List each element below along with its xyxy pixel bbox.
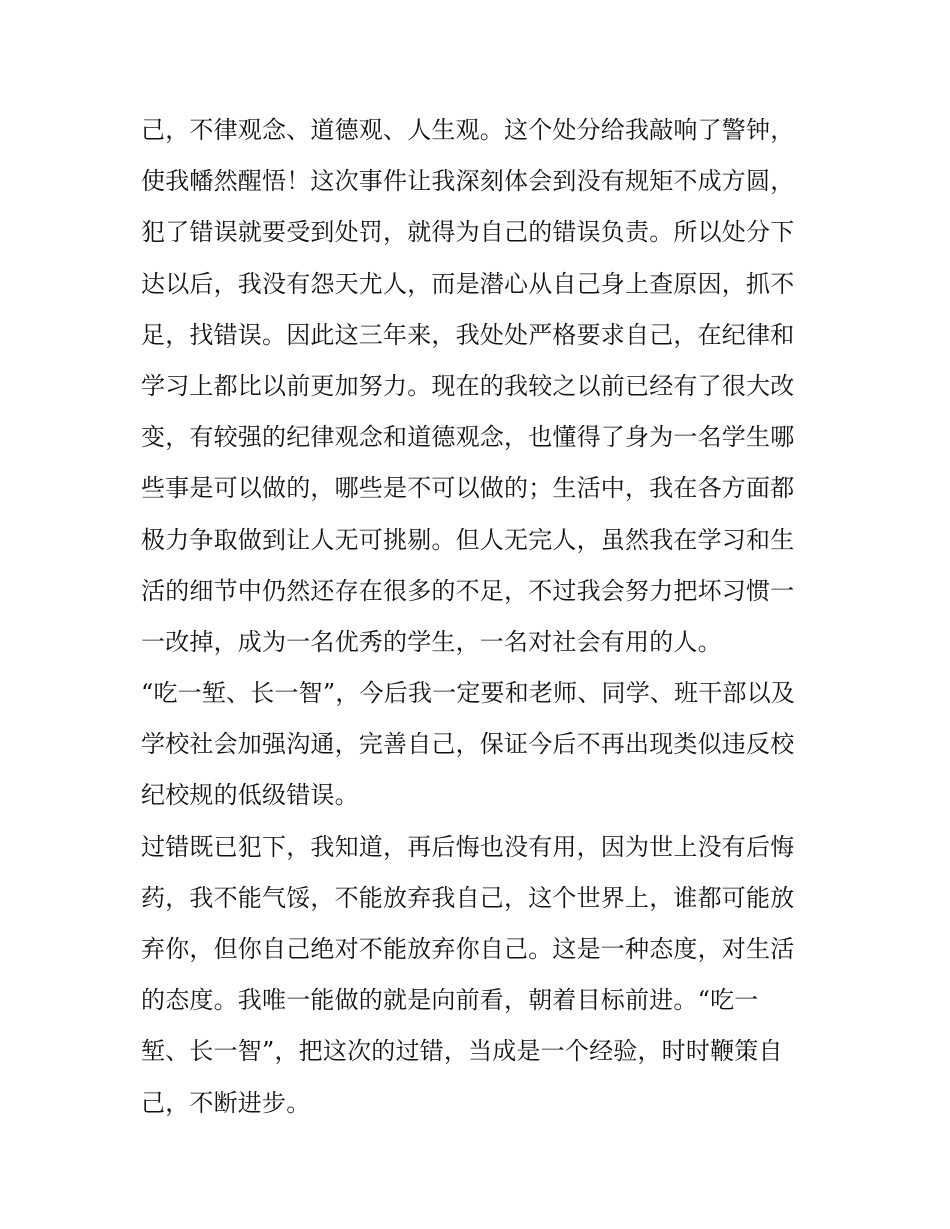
text-line: 变，有较强的纪律观念和道德观念，也懂得了身为一名学生哪 bbox=[141, 423, 795, 452]
text-line: 足，找错误。因此这三年来，我处处严格要求自己，在纪律和 bbox=[141, 320, 795, 349]
text-line: 纪校规的低级错误。 bbox=[141, 781, 359, 810]
text-line: 犯了错误就要受到处罚，就得为自己的错误负责。所以处分下 bbox=[141, 218, 795, 247]
text-line: 过错既已犯下，我知道，再后悔也没有用，因为世上没有后悔 bbox=[141, 832, 795, 861]
text-line: 一改掉，成为一名优秀的学生，一名对社会有用的人。 bbox=[141, 627, 722, 656]
text-line: 些事是可以做的，哪些是不可以做的；生活中，我在各方面都 bbox=[141, 474, 795, 503]
text-line: 的态度。我唯一能做的就是向前看，朝着目标前进。“吃一 bbox=[141, 986, 759, 1015]
body-text bbox=[141, 105, 821, 1129]
text-line: 堑、长一智”，把这次的过错，当成是一个经验，时时鞭策自 bbox=[141, 1037, 783, 1066]
text-line: 学校社会加强沟通，完善自己，保证今后不再出现类似违反校 bbox=[141, 730, 795, 759]
text-line: 达以后，我没有怨天尤人，而是潜心从自己身上查原因，抓不 bbox=[141, 269, 795, 298]
text-line: 活的细节中仍然还存在很多的不足，不过我会努力把坏习惯一 bbox=[141, 576, 795, 605]
text-line: 使我幡然醒悟！这次事件让我深刻体会到没有规矩不成方圆， bbox=[141, 167, 795, 196]
text-line: “吃一堑、长一智”，今后我一定要和老师、同学、班干部以及 bbox=[141, 679, 796, 708]
text-line: 弃你，但你自己绝对不能放弃你自己。这是一种态度，对生活 bbox=[141, 935, 795, 963]
text-line: 学习上都比以前更加努力。现在的我较之以前已经有了很大改 bbox=[141, 371, 795, 400]
text-line: 极力争取做到让人无可挑剔。但人无完人，虽然我在学习和生 bbox=[141, 525, 795, 554]
text-line: 己，不断进步。 bbox=[141, 1088, 311, 1117]
text-line: 己，不律观念、道德观、人生观。这个处分给我敲响了警钟， bbox=[141, 116, 795, 144]
text-line: 药，我不能气馁，不能放弃我自己，这个世界上，谁都可能放 bbox=[141, 883, 795, 912]
